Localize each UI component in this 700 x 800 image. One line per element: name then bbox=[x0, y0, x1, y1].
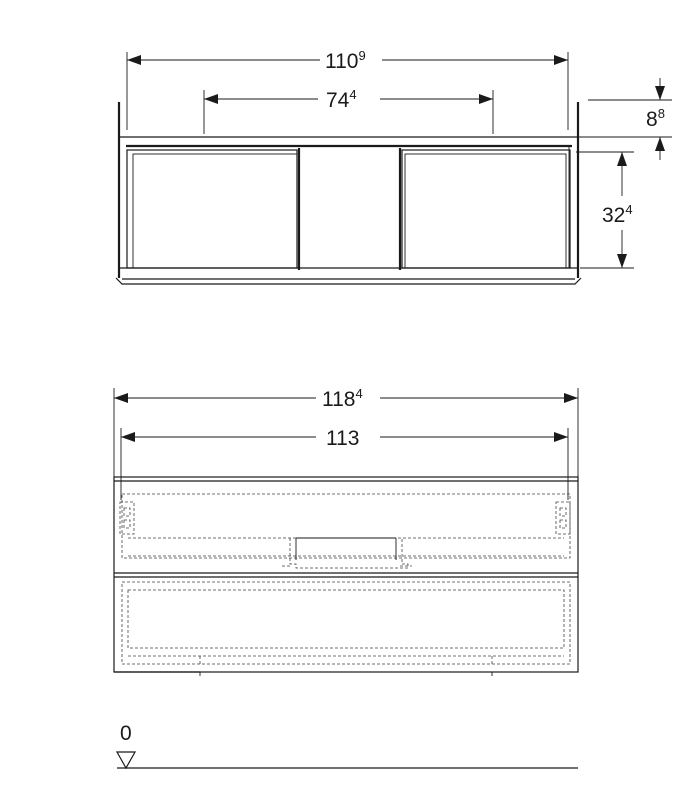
dim-inner-width-top bbox=[204, 87, 493, 134]
level-triangle-icon bbox=[117, 752, 135, 768]
lower-drawer-hidden bbox=[122, 582, 570, 664]
upper-drawer-hidden bbox=[120, 494, 570, 568]
dim-top-offset bbox=[576, 78, 672, 160]
inner-width-front-label: 113 bbox=[326, 427, 360, 450]
front-view bbox=[114, 386, 578, 676]
overall-width-top-label: $110^9$ bbox=[325, 48, 366, 73]
dim-inner-width-front bbox=[121, 427, 568, 500]
top-offset-label: $8^8$ bbox=[646, 106, 665, 131]
shelf-height-label: $32^4$ bbox=[602, 202, 633, 227]
top-cabinet-outline bbox=[116, 102, 581, 284]
top-view bbox=[116, 48, 672, 284]
front-cabinet-body bbox=[114, 477, 578, 676]
floor-level bbox=[117, 722, 578, 768]
inner-width-top-label: $74^4$ bbox=[326, 87, 357, 112]
overall-width-front-label: $118^4$ bbox=[322, 386, 363, 411]
floor-level-label: 0 bbox=[120, 722, 132, 745]
dim-shelf-height bbox=[576, 152, 634, 268]
